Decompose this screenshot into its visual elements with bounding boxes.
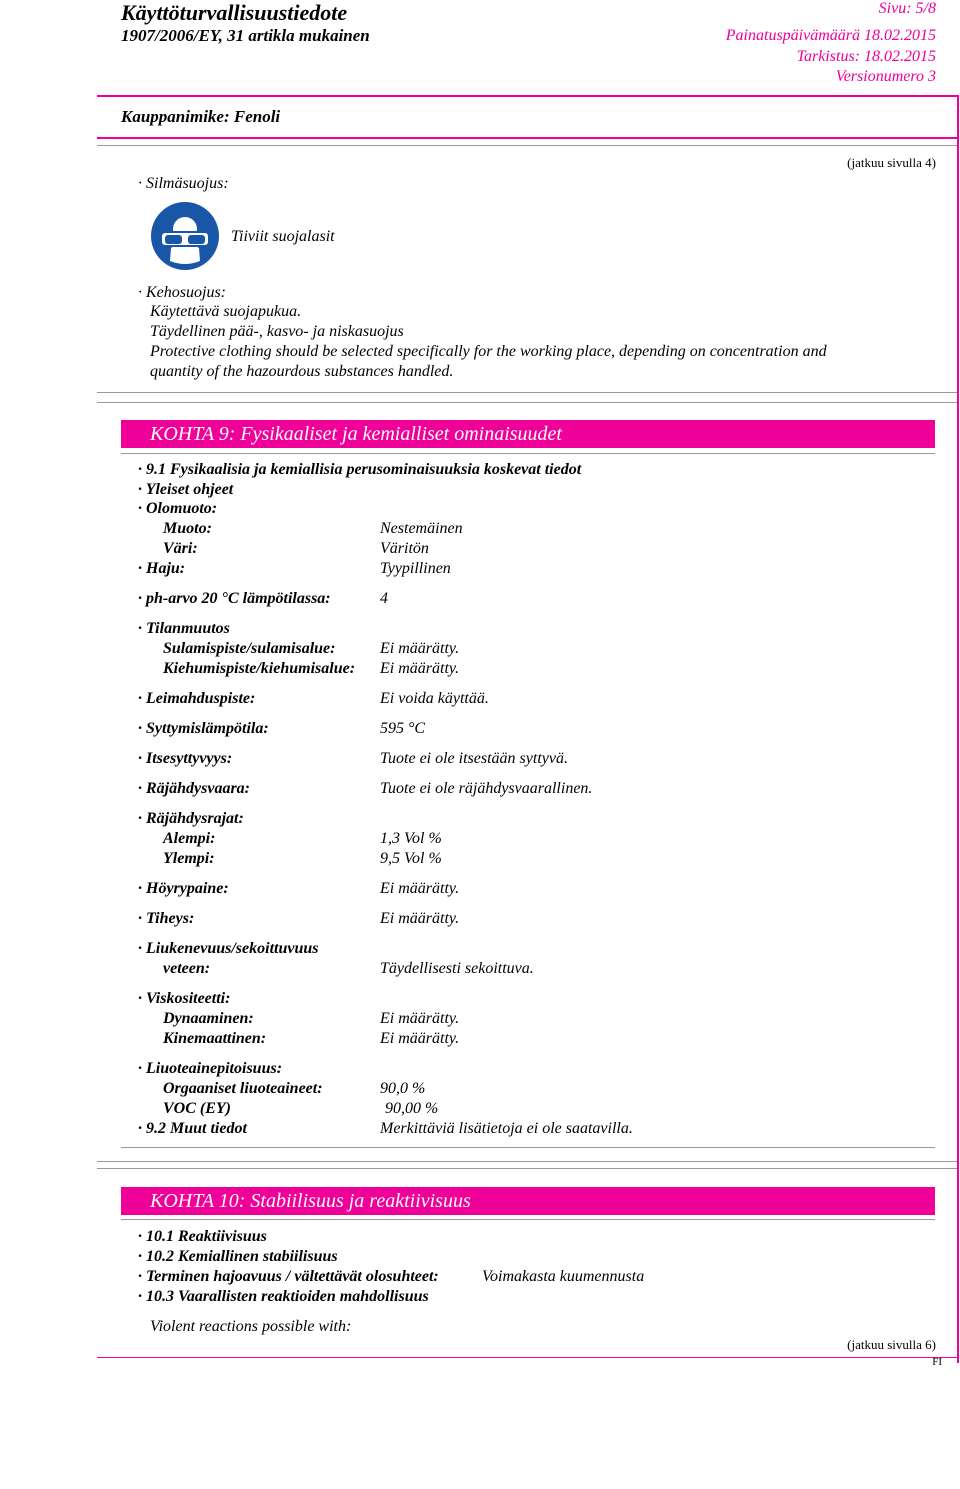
odor-label: · Haju: xyxy=(138,560,186,577)
body-protection-line: Käytettävä suojapukua. xyxy=(150,303,302,320)
continued-from-note: (jatkuu sivulla 4) xyxy=(847,155,936,170)
footer-rule xyxy=(97,1357,959,1358)
subsection-9-1: · 9.1 Fysikaalisia ja kemiallisia perusominaisuuksia koskevat tiedot xyxy=(138,461,582,478)
solubility-value: Täydellisesti sekoittuva. xyxy=(380,960,534,977)
thermal-decomposition-label: · Terminen hajoavuus / vältettävät olosuhteet: xyxy=(138,1268,439,1285)
melting-point-label: Sulamispiste/sulamisalue: xyxy=(163,640,336,657)
lower-limit-value: 1,3 Vol % xyxy=(380,830,442,847)
subsection-9-2-value: Merkittäviä lisätietoja ei ole saatavilla. xyxy=(380,1120,633,1137)
density-label: · Tiheys: xyxy=(138,910,195,927)
ph-value: 4 xyxy=(380,590,388,607)
flash-point-value: Ei voida käyttää. xyxy=(380,690,489,707)
subsection-10-2: · 10.2 Kemiallinen stabiilisuus xyxy=(138,1248,338,1265)
upper-limit-value: 9,5 Vol % xyxy=(380,850,442,867)
subsection-9-2-label: · 9.2 Muut tiedot xyxy=(138,1120,247,1137)
regulation-reference: 1907/2006/EY, 31 artikla mukainen xyxy=(121,26,370,45)
organic-solvents-label: Orgaaniset liuoteaineet: xyxy=(163,1080,323,1097)
kinematic-viscosity-value: Ei määrätty. xyxy=(380,1030,460,1047)
solubility-label: · Liukenevuus/sekoittuvuus xyxy=(138,940,319,957)
appearance-label: · Olomuoto: xyxy=(138,500,218,517)
eye-protection-text: Tiiviit suojalasit xyxy=(231,228,335,245)
lower-limit-label: Alempi: xyxy=(163,830,216,847)
melting-point-value: Ei määrätty. xyxy=(380,640,460,657)
solvent-content-label: · Liuoteainepitoisuus: xyxy=(138,1060,283,1077)
odor-value: Tyypillinen xyxy=(380,560,451,577)
section9-title: KOHTA 9: Fysikaaliset ja kemialliset ominaisuudet xyxy=(150,423,562,445)
flash-point-label: · Leimahduspiste: xyxy=(138,690,256,707)
upper-limit-label: Ylempi: xyxy=(163,850,215,867)
general-info-label: · Yleiset ohjeet xyxy=(138,481,234,498)
continued-to-note: (jatkuu sivulla 6) xyxy=(847,1337,936,1352)
form-value: Nestemäinen xyxy=(380,520,463,537)
document-title: Käyttöturvallisuustiedote xyxy=(121,0,348,25)
print-date: Painatuspäivämäärä 18.02.2015 xyxy=(725,27,936,44)
voc-label: VOC (EY) xyxy=(163,1100,231,1117)
vapor-pressure-label: · Höyrypaine: xyxy=(138,880,229,897)
vapor-pressure-value: Ei määrätty. xyxy=(380,880,460,897)
viscosity-label: · Viskositeetti: xyxy=(138,990,231,1007)
violent-reactions-text: Violent reactions possible with: xyxy=(150,1318,352,1335)
ignition-temp-value: 595 °C xyxy=(380,720,426,737)
self-ignition-value: Tuote ei ole itsestään syttyvä. xyxy=(380,750,568,767)
explosion-limits-label: · Räjähdysrajat: xyxy=(138,810,244,827)
explosion-hazard-value: Tuote ei ole räjähdysvaarallinen. xyxy=(380,780,593,797)
body-protection-line: Protective clothing should be selected specifically for the working place, depending on concentration and xyxy=(150,343,827,360)
body-protection-line: Täydellinen pää-, kasvo- ja niskasuojus xyxy=(150,323,404,340)
section10-title: KOHTA 10: Stabiilisuus ja reaktiivisuus xyxy=(150,1190,471,1212)
version-number: Versionumero 3 xyxy=(835,68,936,85)
right-margin-rule xyxy=(957,95,959,1363)
header-rule-top xyxy=(97,95,959,97)
form-label: Muoto: xyxy=(163,520,212,537)
ignition-temp-label: · Syttymislämpötila: xyxy=(138,720,269,737)
dynamic-viscosity-label: Dynaaminen: xyxy=(163,1010,254,1027)
kinematic-viscosity-label: Kinemaattinen: xyxy=(163,1030,267,1047)
color-value: Väritön xyxy=(380,540,429,557)
safety-goggles-icon xyxy=(150,201,220,271)
boiling-point-label: Kiehumispiste/kiehumisalue: xyxy=(163,660,356,677)
dynamic-viscosity-value: Ei määrätty. xyxy=(380,1010,460,1027)
state-change-label: · Tilanmuutos xyxy=(138,620,230,637)
subsection-10-1: · 10.1 Reaktiivisuus xyxy=(138,1228,267,1245)
subsection-10-3: · 10.3 Vaarallisten reaktioiden mahdollisuus xyxy=(138,1288,429,1305)
language-code: FI xyxy=(932,1356,942,1368)
trade-name: Kauppanimike: Fenoli xyxy=(121,107,281,126)
explosion-hazard-label: · Räjähdysvaara: xyxy=(138,780,250,797)
thermal-decomposition-value: Voimakasta kuumennusta xyxy=(482,1268,645,1285)
color-label: Väri: xyxy=(163,540,198,557)
section10-title-rule xyxy=(121,1219,935,1220)
body-protection-label: · Kehosuojus: xyxy=(138,284,226,301)
ph-label: · ph-arvo 20 °C lämpötilassa: xyxy=(138,590,331,607)
solubility-water-label: veteen: xyxy=(163,960,211,977)
organic-solvents-value: 90,0 % xyxy=(380,1080,426,1097)
header-rule-bottom xyxy=(97,137,959,139)
body-protection-line: quantity of the hazourdous substances handled. xyxy=(150,363,454,380)
eye-protection-label: · Silmäsuojus: xyxy=(138,175,229,192)
boiling-point-value: Ei määrätty. xyxy=(380,660,460,677)
page-number: Sivu: 5/8 xyxy=(878,0,936,17)
density-value: Ei määrätty. xyxy=(380,910,460,927)
review-date: Tarkistus: 18.02.2015 xyxy=(796,48,936,65)
voc-value: 90,00 % xyxy=(385,1100,439,1117)
self-ignition-label: · Itsesyttyvyys: xyxy=(138,750,233,767)
